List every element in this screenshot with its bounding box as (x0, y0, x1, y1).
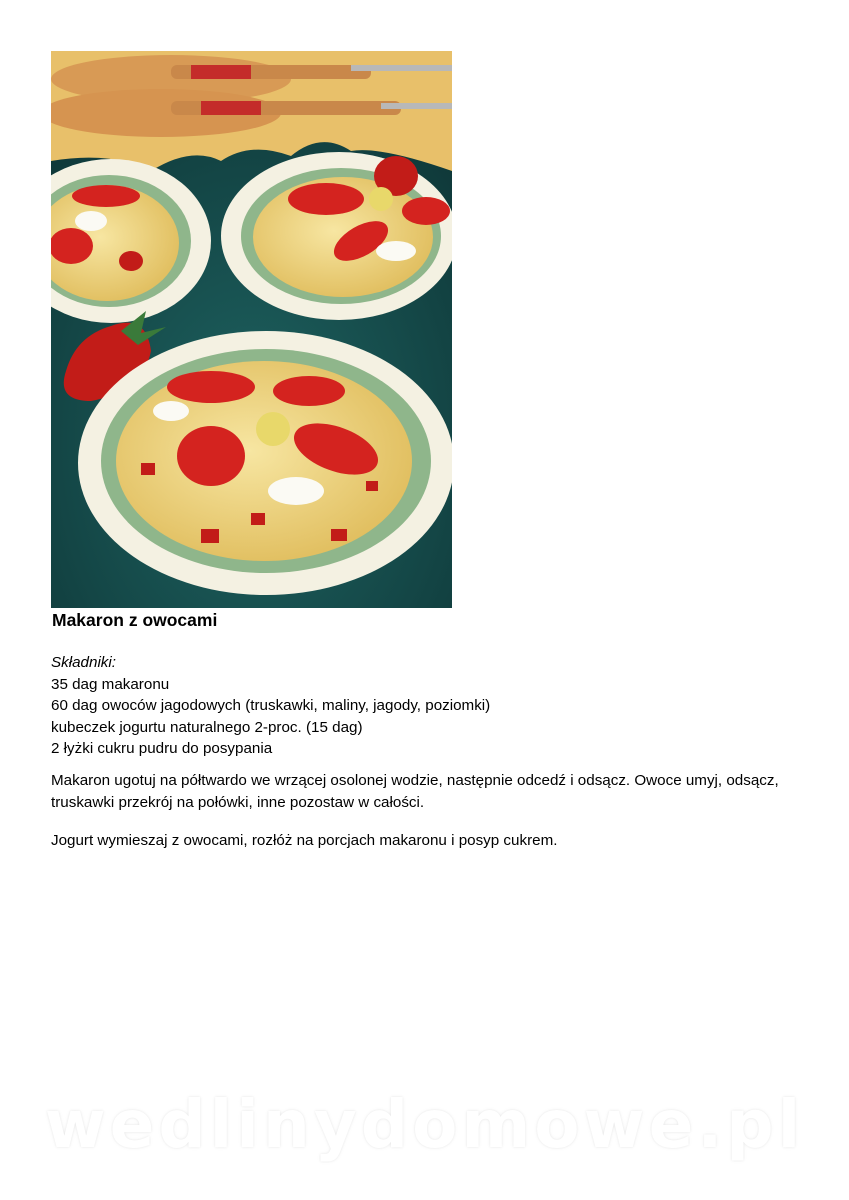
ingredients-list (51, 674, 490, 760)
instruction-paragraph: Jogurt wymieszaj z owocami, rozłóż na porcjach makaronu i posyp cukrem. (51, 832, 558, 850)
instruction-paragraph: Makaron ugotuj na półtwardo we wrzącej osolonej wodzie, następnie odcedź i odsącz. Owoce umyj, odsącz, truskawki przekrój na połówki, inne pozostaw w całości. (51, 772, 779, 811)
ingredients-section (51, 652, 490, 760)
ingredient-item: 60 dag owoców jagodowych (truskawki, maliny, jagody, poziomki) (51, 697, 491, 715)
ingredient-item: kubeczek jogurtu naturalnego 2-proc. (15 dag) (51, 718, 363, 736)
plate-front (78, 331, 452, 595)
recipe-photo (51, 51, 452, 608)
ingredient-item: 35 dag makaronu (51, 675, 170, 693)
ingredients-label: Składniki: (51, 654, 116, 671)
ingredient-item: 2 łyżki cukru pudru do posypania (51, 740, 273, 758)
recipe-title: Makaron z owocami (52, 610, 218, 630)
instructions-section (51, 770, 791, 869)
plate-right (221, 152, 452, 320)
watermark: wedlinydomowe.pl (44, 1086, 805, 1163)
